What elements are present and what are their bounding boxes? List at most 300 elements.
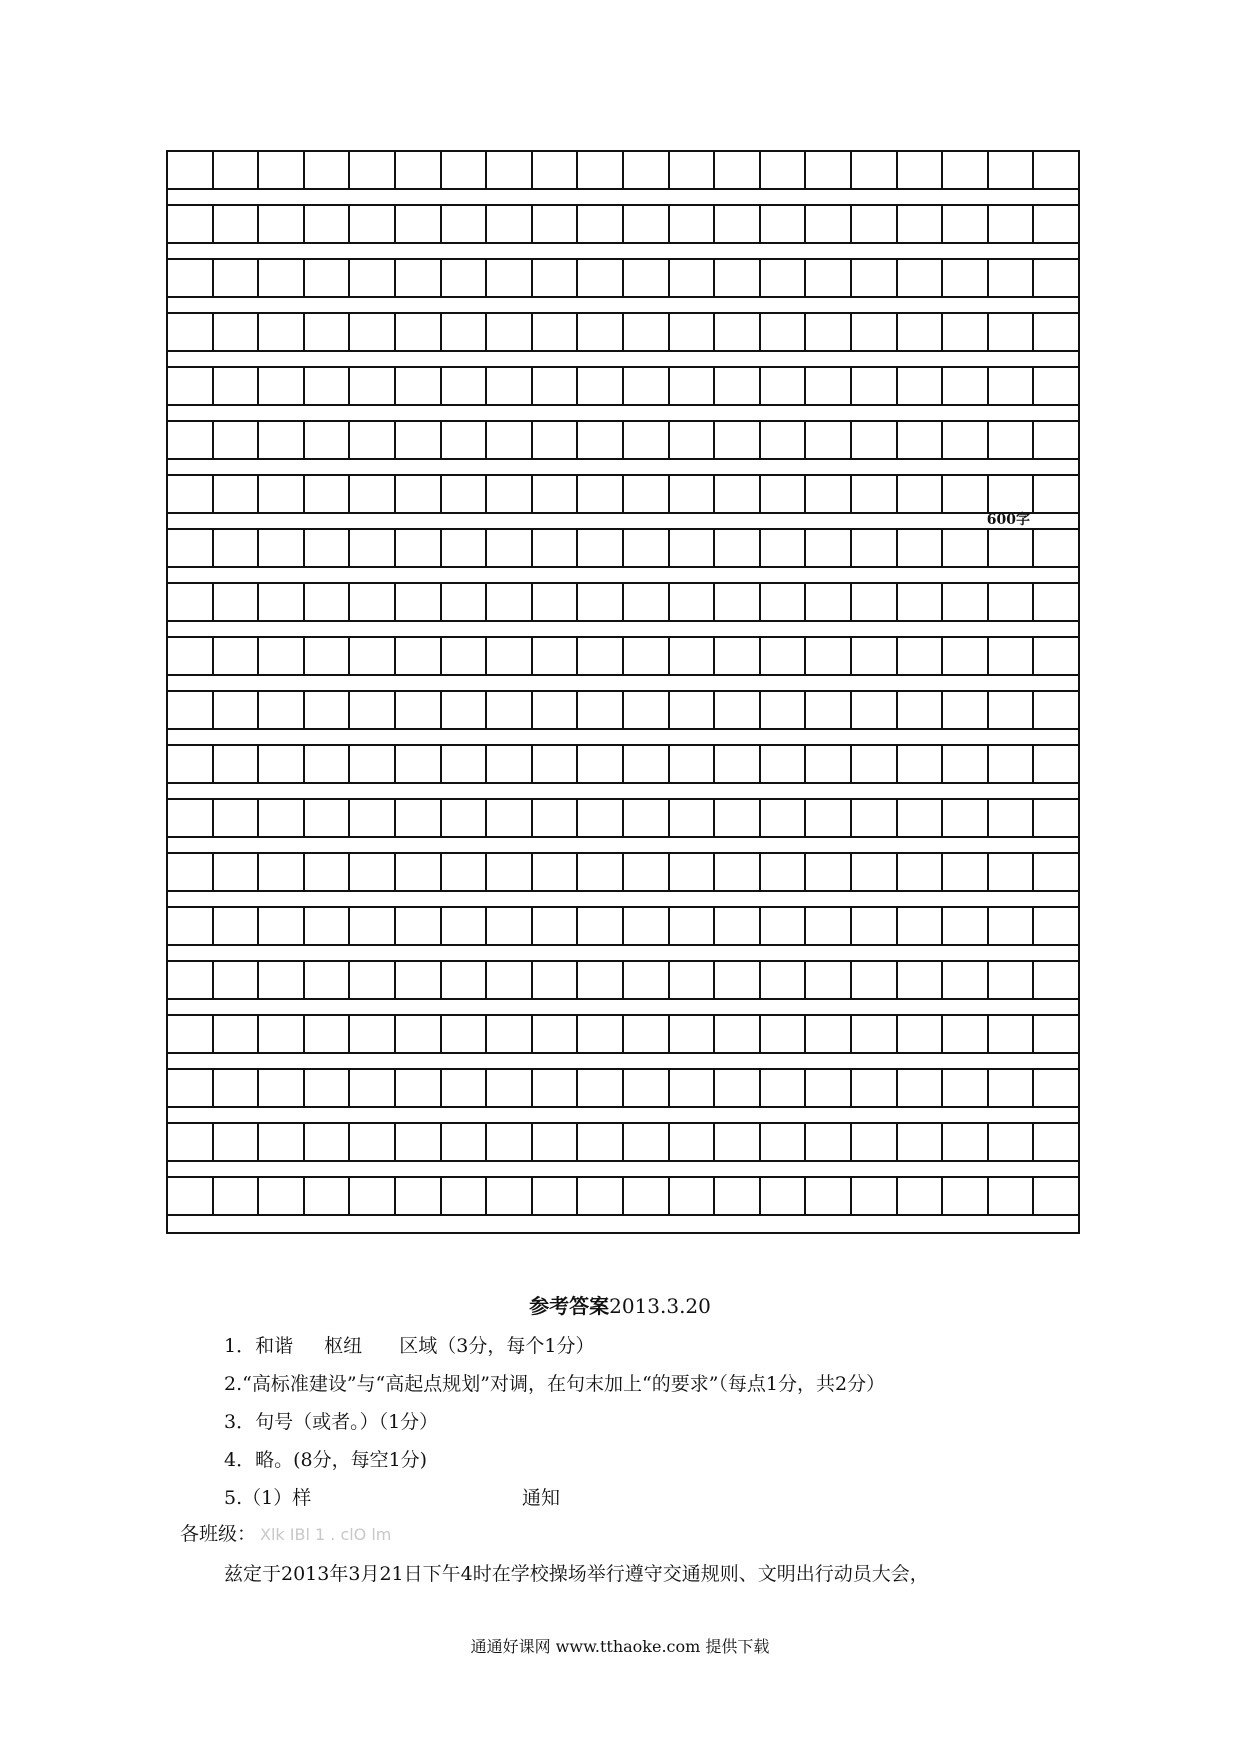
grid-cell bbox=[578, 1178, 624, 1214]
grid-cell bbox=[715, 152, 761, 188]
grid-cell bbox=[1034, 422, 1078, 458]
word-count-marker: 600字 bbox=[986, 512, 1030, 528]
grid-cell bbox=[989, 584, 1035, 620]
grid-cell bbox=[533, 1124, 579, 1160]
grid-row bbox=[168, 854, 1078, 892]
grid-cell bbox=[259, 854, 305, 890]
grid-cell bbox=[487, 854, 533, 890]
grid-cell bbox=[533, 746, 579, 782]
grid-cell bbox=[989, 422, 1035, 458]
grid-cell bbox=[624, 1124, 670, 1160]
grid-cell bbox=[214, 260, 260, 296]
grid-cell bbox=[578, 152, 624, 188]
grid-cell bbox=[898, 476, 944, 512]
grid-cell bbox=[852, 584, 898, 620]
composition-grid bbox=[166, 150, 1080, 1234]
grid-cell bbox=[396, 854, 442, 890]
row-gap bbox=[168, 892, 1078, 908]
grid-cell bbox=[533, 584, 579, 620]
row-gap bbox=[168, 244, 1078, 260]
grid-cell bbox=[533, 908, 579, 944]
grid-cell bbox=[715, 854, 761, 890]
grid-cell bbox=[715, 1178, 761, 1214]
grid-cell bbox=[442, 800, 488, 836]
grid-cell bbox=[989, 260, 1035, 296]
grid-cell bbox=[761, 422, 807, 458]
grid-cell bbox=[806, 638, 852, 674]
grid-cell bbox=[1034, 476, 1078, 512]
grid-cell bbox=[989, 692, 1035, 728]
grid-cell bbox=[305, 260, 351, 296]
grid-cell bbox=[442, 152, 488, 188]
grid-cell bbox=[898, 692, 944, 728]
grid-cell bbox=[806, 854, 852, 890]
grid-cell bbox=[168, 584, 214, 620]
grid-cell bbox=[943, 692, 989, 728]
grid-cell bbox=[168, 422, 214, 458]
grid-cell bbox=[442, 854, 488, 890]
grid-cell bbox=[533, 314, 579, 350]
grid-cell bbox=[806, 584, 852, 620]
grid-cell bbox=[1034, 692, 1078, 728]
grid-cell bbox=[715, 530, 761, 566]
grid-cell bbox=[761, 962, 807, 998]
row-gap bbox=[168, 190, 1078, 206]
grid-cell bbox=[852, 206, 898, 242]
grid-cell bbox=[715, 584, 761, 620]
grid-cell bbox=[442, 638, 488, 674]
grid-cell bbox=[670, 368, 716, 404]
grid-cell bbox=[168, 530, 214, 566]
grid-cell bbox=[761, 1016, 807, 1052]
grid-cell bbox=[806, 152, 852, 188]
grid-cell bbox=[168, 1178, 214, 1214]
grid-cell bbox=[852, 854, 898, 890]
grid-cell bbox=[487, 1070, 533, 1106]
grid-cell bbox=[715, 206, 761, 242]
grid-cell bbox=[989, 1070, 1035, 1106]
grid-cell bbox=[852, 962, 898, 998]
grid-cell bbox=[670, 206, 716, 242]
grid-cell bbox=[943, 1016, 989, 1052]
grid-cell bbox=[761, 584, 807, 620]
grid-row bbox=[168, 152, 1078, 190]
grid-cell bbox=[533, 1070, 579, 1106]
row-gap bbox=[168, 1000, 1078, 1016]
grid-row bbox=[168, 1178, 1078, 1216]
grid-cell bbox=[624, 206, 670, 242]
grid-cell bbox=[487, 530, 533, 566]
grid-cell bbox=[214, 692, 260, 728]
grid-cell bbox=[1034, 1016, 1078, 1052]
grid-row bbox=[168, 206, 1078, 244]
notice-body: 兹定于2013年3月21日下午4时在学校操场举行遵守交通规则、文明出行动员大会， bbox=[224, 1563, 929, 1585]
grid-cell bbox=[350, 854, 396, 890]
grid-cell bbox=[168, 476, 214, 512]
grid-cell bbox=[670, 314, 716, 350]
grid-cell bbox=[487, 638, 533, 674]
grid-cell bbox=[761, 530, 807, 566]
answer-heading bbox=[0, 1292, 1240, 1320]
grid-cell bbox=[1034, 260, 1078, 296]
grid-cell bbox=[1034, 1178, 1078, 1214]
grid-cell bbox=[214, 1070, 260, 1106]
grid-cell bbox=[943, 314, 989, 350]
grid-cell bbox=[761, 854, 807, 890]
watermark-text: Xlk IBl 1 . clO lm bbox=[260, 1525, 392, 1544]
grid-cell bbox=[943, 1070, 989, 1106]
grid-cell bbox=[670, 1016, 716, 1052]
grid-cell bbox=[214, 638, 260, 674]
row-gap bbox=[168, 406, 1078, 422]
grid-cell bbox=[533, 368, 579, 404]
grid-cell bbox=[214, 368, 260, 404]
grid-cell bbox=[214, 476, 260, 512]
grid-cell bbox=[715, 1124, 761, 1160]
row-gap bbox=[168, 1216, 1078, 1232]
grid-cell bbox=[624, 422, 670, 458]
class-label: 各班级： bbox=[180, 1523, 257, 1545]
grid-cell bbox=[533, 152, 579, 188]
grid-cell bbox=[259, 638, 305, 674]
grid-cell bbox=[761, 692, 807, 728]
grid-cell bbox=[806, 530, 852, 566]
grid-cell bbox=[487, 260, 533, 296]
grid-cell bbox=[396, 422, 442, 458]
grid-cell bbox=[259, 152, 305, 188]
grid-cell bbox=[989, 314, 1035, 350]
grid-cell bbox=[214, 152, 260, 188]
grid-cell bbox=[715, 314, 761, 350]
grid-cell bbox=[305, 206, 351, 242]
grid-cell bbox=[533, 422, 579, 458]
grid-cell bbox=[943, 1124, 989, 1160]
grid-cell bbox=[487, 800, 533, 836]
grid-cell bbox=[670, 1124, 716, 1160]
grid-cell bbox=[305, 692, 351, 728]
grid-cell bbox=[442, 314, 488, 350]
grid-cell bbox=[989, 638, 1035, 674]
grid-cell bbox=[305, 638, 351, 674]
grid-cell bbox=[350, 1124, 396, 1160]
grid-cell bbox=[852, 692, 898, 728]
grid-cell bbox=[487, 476, 533, 512]
grid-cell bbox=[761, 368, 807, 404]
row-gap bbox=[168, 460, 1078, 476]
grid-cell bbox=[670, 1070, 716, 1106]
grid-cell bbox=[898, 1016, 944, 1052]
grid-cell bbox=[214, 584, 260, 620]
grid-cell bbox=[259, 584, 305, 620]
grid-cell bbox=[578, 530, 624, 566]
grid-cell bbox=[806, 476, 852, 512]
grid-cell bbox=[350, 314, 396, 350]
grid-cell bbox=[670, 800, 716, 836]
grid-cell bbox=[259, 1070, 305, 1106]
answer-date: 2013.3.20 bbox=[609, 1294, 711, 1318]
grid-cell bbox=[806, 1070, 852, 1106]
grid-cell bbox=[1034, 1070, 1078, 1106]
grid-cell bbox=[806, 1124, 852, 1160]
grid-cell bbox=[715, 962, 761, 998]
grid-cell bbox=[806, 746, 852, 782]
grid-cell bbox=[350, 260, 396, 296]
grid-cell bbox=[624, 854, 670, 890]
grid-cell bbox=[578, 1016, 624, 1052]
grid-cell bbox=[533, 638, 579, 674]
grid-row bbox=[168, 530, 1078, 568]
row-gap bbox=[168, 946, 1078, 962]
grid-cell bbox=[305, 476, 351, 512]
grid-cell bbox=[442, 1070, 488, 1106]
grid-cell bbox=[442, 1016, 488, 1052]
grid-cell bbox=[350, 746, 396, 782]
grid-cell bbox=[670, 584, 716, 620]
grid-cell bbox=[852, 1070, 898, 1106]
grid-cell bbox=[624, 1178, 670, 1214]
answer-item-2: 2.“高标准建设”与“高起点规划”对调，在句末加上“的要求”（每点1分，共2分） bbox=[224, 1373, 886, 1395]
grid-cell bbox=[806, 314, 852, 350]
grid-cell bbox=[259, 1016, 305, 1052]
grid-cell bbox=[989, 368, 1035, 404]
grid-cell bbox=[533, 1178, 579, 1214]
grid-cell bbox=[943, 368, 989, 404]
grid-cell bbox=[578, 584, 624, 620]
grid-cell bbox=[943, 152, 989, 188]
grid-cell bbox=[1034, 152, 1078, 188]
grid-cell bbox=[852, 314, 898, 350]
grid-cell bbox=[259, 422, 305, 458]
grid-cell bbox=[806, 800, 852, 836]
grid-cell bbox=[852, 152, 898, 188]
notice-title: 通知 bbox=[522, 1487, 561, 1509]
grid-cell bbox=[670, 908, 716, 944]
grid-cell bbox=[442, 476, 488, 512]
grid-row bbox=[168, 908, 1078, 946]
grid-cell bbox=[898, 314, 944, 350]
grid-cell bbox=[214, 908, 260, 944]
grid-cell bbox=[578, 854, 624, 890]
grid-cell bbox=[761, 746, 807, 782]
grid-cell bbox=[761, 152, 807, 188]
grid-cell bbox=[898, 638, 944, 674]
page-footer: 通通好课网 www.tthaoke.com 提供下载 bbox=[470, 1637, 770, 1656]
grid-cell bbox=[442, 368, 488, 404]
grid-cell bbox=[259, 1178, 305, 1214]
grid-cell bbox=[670, 638, 716, 674]
grid-cell bbox=[624, 314, 670, 350]
grid-cell bbox=[533, 206, 579, 242]
grid-cell bbox=[989, 746, 1035, 782]
grid-cell bbox=[852, 638, 898, 674]
grid-cell bbox=[943, 530, 989, 566]
grid-cell bbox=[396, 206, 442, 242]
grid-cell bbox=[898, 206, 944, 242]
grid-cell bbox=[396, 584, 442, 620]
grid-cell bbox=[1034, 962, 1078, 998]
grid-cell bbox=[168, 1016, 214, 1052]
grid-cell bbox=[578, 908, 624, 944]
row-gap bbox=[168, 298, 1078, 314]
grid-cell bbox=[670, 422, 716, 458]
grid-row bbox=[168, 638, 1078, 676]
grid-cell bbox=[578, 476, 624, 512]
notice-salutation bbox=[180, 1520, 391, 1549]
grid-cell bbox=[624, 368, 670, 404]
grid-cell bbox=[442, 422, 488, 458]
grid-cell bbox=[350, 476, 396, 512]
grid-cell bbox=[898, 368, 944, 404]
grid-row bbox=[168, 422, 1078, 460]
grid-row bbox=[168, 476, 1078, 514]
grid-cell bbox=[989, 530, 1035, 566]
grid-cell bbox=[943, 638, 989, 674]
grid-cell bbox=[624, 1070, 670, 1106]
grid-cell bbox=[305, 800, 351, 836]
grid-cell bbox=[487, 206, 533, 242]
grid-cell bbox=[442, 962, 488, 998]
grid-cell bbox=[624, 584, 670, 620]
grid-cell bbox=[670, 692, 716, 728]
grid-cell bbox=[989, 854, 1035, 890]
grid-cell bbox=[761, 800, 807, 836]
grid-cell bbox=[214, 1124, 260, 1160]
grid-cell bbox=[670, 962, 716, 998]
grid-cell bbox=[396, 800, 442, 836]
grid-cell bbox=[305, 1070, 351, 1106]
grid-cell bbox=[214, 206, 260, 242]
grid-cell bbox=[350, 1016, 396, 1052]
grid-cell bbox=[989, 962, 1035, 998]
grid-cell bbox=[214, 1178, 260, 1214]
grid-cell bbox=[898, 1124, 944, 1160]
grid-cell bbox=[533, 476, 579, 512]
grid-cell bbox=[624, 692, 670, 728]
grid-cell bbox=[578, 1070, 624, 1106]
grid-cell bbox=[259, 746, 305, 782]
grid-cell bbox=[533, 260, 579, 296]
grid-cell bbox=[533, 800, 579, 836]
grid-cell bbox=[943, 962, 989, 998]
grid-cell bbox=[396, 692, 442, 728]
answer-item-4: 4．略。(8分，每空1分) bbox=[224, 1449, 428, 1471]
grid-cell bbox=[487, 962, 533, 998]
grid-cell bbox=[487, 422, 533, 458]
grid-cell bbox=[806, 692, 852, 728]
grid-cell bbox=[305, 368, 351, 404]
grid-cell bbox=[943, 206, 989, 242]
grid-cell bbox=[442, 908, 488, 944]
grid-cell bbox=[1034, 314, 1078, 350]
grid-cell bbox=[578, 368, 624, 404]
grid-cell bbox=[350, 422, 396, 458]
grid-row bbox=[168, 1124, 1078, 1162]
grid-cell bbox=[806, 1016, 852, 1052]
row-gap bbox=[168, 622, 1078, 638]
grid-cell bbox=[806, 1178, 852, 1214]
grid-cell bbox=[806, 962, 852, 998]
grid-cell bbox=[442, 1178, 488, 1214]
grid-row bbox=[168, 962, 1078, 1000]
grid-cell bbox=[761, 206, 807, 242]
row-gap bbox=[168, 784, 1078, 800]
grid-cell bbox=[578, 746, 624, 782]
grid-cell bbox=[487, 368, 533, 404]
grid-cell bbox=[898, 1178, 944, 1214]
grid-cell bbox=[989, 1178, 1035, 1214]
row-gap bbox=[168, 1162, 1078, 1178]
grid-cell bbox=[487, 746, 533, 782]
grid-cell bbox=[1034, 206, 1078, 242]
grid-row bbox=[168, 1070, 1078, 1108]
grid-cell bbox=[715, 422, 761, 458]
row-gap bbox=[168, 568, 1078, 584]
grid-cell bbox=[259, 692, 305, 728]
grid-cell bbox=[350, 206, 396, 242]
grid-cell bbox=[624, 260, 670, 296]
grid-cell bbox=[259, 530, 305, 566]
grid-cell bbox=[761, 1124, 807, 1160]
grid-cell bbox=[761, 638, 807, 674]
grid-cell bbox=[624, 800, 670, 836]
grid-cell bbox=[487, 1124, 533, 1160]
grid-cell bbox=[1034, 800, 1078, 836]
grid-cell bbox=[624, 530, 670, 566]
grid-cell bbox=[487, 1016, 533, 1052]
grid-cell bbox=[715, 1016, 761, 1052]
answer-item-5: 5.（1）样 bbox=[224, 1487, 312, 1509]
grid-cell bbox=[487, 908, 533, 944]
grid-cell bbox=[396, 638, 442, 674]
grid-cell bbox=[168, 800, 214, 836]
grid-cell bbox=[806, 422, 852, 458]
grid-cell bbox=[898, 152, 944, 188]
grid-cell bbox=[578, 692, 624, 728]
grid-cell bbox=[943, 1178, 989, 1214]
grid-row bbox=[168, 746, 1078, 784]
grid-cell bbox=[396, 152, 442, 188]
grid-cell bbox=[168, 260, 214, 296]
grid-cell bbox=[852, 422, 898, 458]
grid-cell bbox=[670, 476, 716, 512]
grid-cell bbox=[396, 530, 442, 566]
grid-cell bbox=[943, 422, 989, 458]
grid-cell bbox=[259, 1124, 305, 1160]
grid-cell bbox=[1034, 584, 1078, 620]
grid-cell bbox=[214, 1016, 260, 1052]
grid-cell bbox=[214, 422, 260, 458]
grid-cell bbox=[533, 854, 579, 890]
grid-cell bbox=[533, 530, 579, 566]
answer-item-3: 3．句号（或者。）（1分） bbox=[224, 1411, 439, 1433]
grid-cell bbox=[943, 260, 989, 296]
grid-row bbox=[168, 314, 1078, 352]
grid-cell bbox=[806, 206, 852, 242]
grid-cell bbox=[578, 638, 624, 674]
grid-cell bbox=[898, 530, 944, 566]
grid-cell bbox=[396, 746, 442, 782]
grid-cell bbox=[396, 1070, 442, 1106]
grid-cell bbox=[305, 746, 351, 782]
grid-cell bbox=[852, 908, 898, 944]
grid-cell bbox=[259, 962, 305, 998]
grid-cell bbox=[396, 476, 442, 512]
grid-cell bbox=[670, 530, 716, 566]
grid-cell bbox=[578, 422, 624, 458]
grid-cell bbox=[396, 1016, 442, 1052]
grid-cell bbox=[259, 800, 305, 836]
grid-cell bbox=[1034, 530, 1078, 566]
